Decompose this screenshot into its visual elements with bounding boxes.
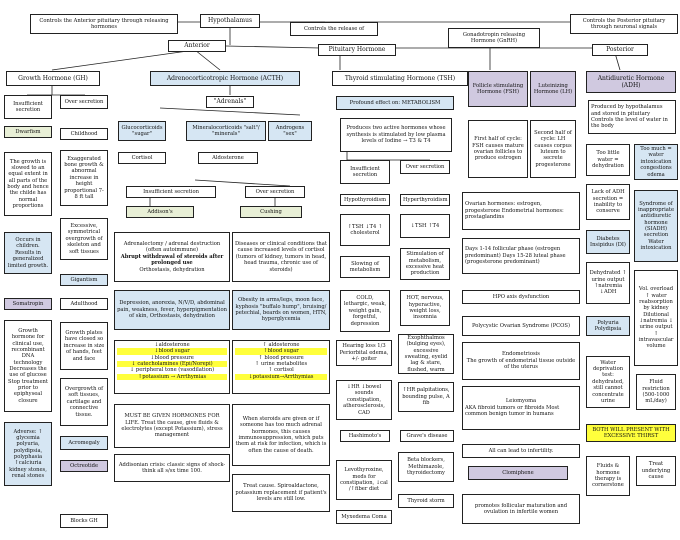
cushing-immunosuppression: When steroids are given or if someone has too much adrenal hormones, this causes immunosuppression, which puts them at risk for infection, which is often the cause of death.: [232, 404, 330, 466]
androgens: Androgens "sex": [268, 121, 312, 141]
hypothalamus-title: Hypothalamus: [200, 14, 260, 28]
adverse-effects: Adverse: ↑ glycemia polyuria, polydipsia, polyphasia ↑calciuria kidney stones, renal stones: [4, 422, 52, 486]
somatropin-desc: Growth hormone for clinical use, recombinant DNA technology Decreases the use of glucose Stop treatment prior to epiphyseal closure: [4, 320, 52, 412]
addisons-box: Addison's: [126, 206, 194, 218]
octreotide-box: Octreotide: [60, 460, 108, 472]
gnrh-box: Gonadotropin releasing Hormone (GnRH): [448, 28, 540, 48]
lack-adh: Lack of ADH secretion = inability to conserve: [586, 184, 630, 220]
metabolism-box: Profound effect on: METABOLISM: [336, 96, 454, 110]
fluids-hormone: Fluids & hormone therapy is cornerstone: [586, 456, 630, 496]
adh-title: Antidiuretic Hormone (ADH): [586, 71, 676, 93]
cushing-lab-4: ↑ cortisol: [268, 367, 294, 374]
diabetes-insipidus: Diabetes Insipidus (DI): [586, 230, 630, 254]
tsh-over: Over secretion: [400, 160, 450, 174]
cushing-lab-3: ↑ urine metabolites: [254, 361, 308, 368]
fsh-box: Follicle stimulating Hormone (FSH): [468, 71, 528, 107]
too-much-water: Too much = water intoxication congestions edema: [634, 144, 678, 180]
tsh-title: Thyroid stimulating Hormone (TSH): [332, 71, 468, 86]
growth-plates: Growth plates have closed so increase in size of hands, feet and face: [60, 322, 108, 370]
blocks-gh: Blocks GH: [60, 514, 108, 528]
acth-insufficient: Insufficient secretion: [126, 186, 216, 198]
siadh-labs: Vol. overload ↑ water reabsorption by kidney Dilutional ↓natremia ↓ urine output ↑ intravascular volume: [634, 270, 678, 366]
addison-treatment: MUST BE GIVEN HORMONES FOR LIFE. Treat the cause, give fluids & electrolytes (except Potassium), stress management: [114, 404, 230, 448]
addison-symptoms: Depression, anorexia, N/V/D, abdominal pain, weakness, fever, hyperpigmentation of skin, Orthostasis, dehydration: [114, 290, 230, 330]
adrenals-box: "Adrenals": [206, 96, 254, 108]
hypo-hr: ↓HR ↓bowel sounds constipation, atherosclerosis, CAD: [336, 380, 392, 420]
di-labs: Dehydrated ↑ urine output ↑natremia ↓ADH: [586, 262, 630, 304]
hyper-labs: ↓TSH ↑T4: [400, 214, 450, 238]
cortisol-box: Cortisol: [118, 152, 166, 164]
acth-title: Adrenocorticotropic Hormone (ACTH): [150, 71, 300, 86]
hearing-loss: Hearing loss 1/3 Periorbital edema, +/- goiter: [336, 340, 392, 366]
addison-labs: [114, 340, 230, 394]
lh-box: Luteinizing Hormone (LH): [530, 71, 576, 107]
thyroid-storm: Thyroid storm: [398, 494, 454, 508]
hypothyroidism: Hypothyroidism: [340, 194, 390, 206]
polyuria-polydipsia: Polyuria Polydipsia: [586, 316, 630, 336]
addison-lab-2: ↓blood pressure: [150, 354, 194, 361]
addison-cause: Adrenalectomy / adrenal destruction (often autoimmune) Abrupt withdrawal of steroids after prolonged use Orthostasis, dehydration: [114, 232, 230, 282]
mineralocorticoids: Mineralocorticoids "salt"/ "minerals": [186, 121, 266, 141]
acromegaly-box: Acromegaly: [60, 436, 108, 450]
gh-insufficient: Insufficient secretion: [4, 95, 52, 119]
siadh-box: Syndrome of inappropriate antidiuretic hormone (SIADH) secretion Water intoxication: [634, 190, 678, 262]
cushing-cause: Diseases or clinical conditions that cause increased levels of cortisol (tumors of kidney, tumors in head, head trauma, chronic use of steroids): [232, 232, 330, 282]
aldosterone-box: Aldosterone: [198, 152, 258, 164]
hypo-labs: ↑TSH ↓T4 ↑ cholesterol: [340, 214, 390, 246]
gh-over: Over secretion: [60, 95, 108, 109]
clomiphene-box: Clomiphene: [468, 466, 568, 480]
stimulation-metabolism: Stimulation of metabolism, excessive heat production: [400, 248, 450, 280]
water-deprivation: Water deprivation test: dehydrated, still cannot concentrate urine: [586, 356, 630, 408]
endometriosis-box: [462, 342, 580, 380]
acth-over: Over secretion: [245, 186, 305, 198]
lh-desc: Second half of cycle: LH causes corpus luteum to secrete progesterone: [530, 120, 576, 178]
pituitary-box: Pituitary Hormone: [318, 44, 396, 56]
cushing-treatment: Treat cause. Spiroaldactone, potassium replacement if patient's levels are still low.: [232, 474, 330, 512]
occurs-children: Occurs in children. Results in generalized limited growth.: [4, 232, 52, 274]
endo-desc: The growth of endometrial tissue outside of the uterus: [466, 357, 576, 371]
addison-lab-3: ↓ catecholamines (Epi/Norepi): [117, 361, 227, 367]
gh-title: Growth Hormone (GH): [6, 71, 100, 86]
addison-lab-5: ↑potassium → Arrthymias: [117, 374, 227, 380]
hypo-symptoms: COLD, lethargic, weak, weight gain, forgetful, depression: [340, 290, 390, 332]
beta-blockers: Beta blockers, Methimazole, thyroidectomy: [398, 452, 454, 482]
posterior-note: Controls the Posterior pituitary through neuronal signals: [570, 14, 678, 34]
glucocorticoids: Glucocorticoids "sugar": [118, 121, 166, 141]
pcos-box: Polycystic Ovarian Syndrome (PCOS): [462, 316, 580, 336]
cushing-lab-2: ↑ blood pressure: [258, 354, 304, 361]
addison-lab-4: ↓ peripheral tone (vasodilation): [129, 367, 215, 374]
cushing-symptoms: Obesity in arms/legs, moon face, kyphosis "buffalo hump", bruising/ petechial, beards on women, HTN, hyperglycemia: [232, 290, 330, 330]
somatropin-box: Somatropin: [4, 298, 52, 310]
addison-lab-0: ↓aldosterone: [154, 342, 190, 348]
tsh-insufficient: Insufficient secretion: [340, 160, 390, 184]
leio-desc: AKA fibroid tumors or fibroids Most common benign tumor in humans: [465, 404, 560, 418]
fluid-restriction: Fluid restriction (500-1000 mL/day): [636, 374, 676, 410]
too-little-water: Too little water = dehydration: [586, 144, 630, 176]
fsh-desc: First half of cycle: FSH causes mature ovarian follicles to produce estrogen: [468, 120, 528, 178]
hyper-symptoms: HOT, nervous, hyperactive, weight loss, insomnia: [400, 290, 450, 326]
addisonian-crisis: Addisonian crisis: classic signs of shock- think all s/sx time 100.: [114, 454, 230, 482]
dwarfism-desc: The growth is slowed to an equal extent in all parts of the body and hence the childe has normal proportions: [4, 152, 52, 216]
leio-title: Leiomyoma: [505, 398, 537, 405]
levothyroxine: Levothyroxine, meds for constipation, ↓cal /↑fiber diet: [336, 460, 392, 500]
cushing-box: Cushing: [240, 206, 302, 218]
anterior-box: Anterior: [168, 40, 226, 52]
cushing-lab-5: ↓potassium→Arrthymias: [235, 374, 327, 380]
dwarfism-box: Dwarfism: [4, 126, 52, 138]
cushing-labs: [232, 340, 330, 394]
clomiphene-desc: promotes follicular maturation and ovulation in infertile women: [462, 494, 580, 524]
posterior-box: Posterior: [592, 44, 648, 56]
cushing-lab-0: ↑ aldosterone: [262, 342, 300, 348]
treat-underlying: Treat underlying cause: [636, 456, 676, 486]
childhood-box: Childhood: [60, 128, 108, 140]
cushing-lab-1: ↑blood sugar: [235, 348, 327, 354]
excessive-overgrowth: Excessive, symmetrical overgrowth of skeleton and soft tissues: [60, 218, 108, 260]
adh-produced: Produced by hypothalamus and stored in pituitary Controls the level of water in the body: [588, 100, 676, 134]
myxedema-coma: Myxedema Coma: [336, 510, 392, 524]
endo-title: Endometriosis: [502, 351, 540, 358]
hyperthyroidism: Hyperthyroidism: [400, 194, 450, 206]
hpo-axis: HPO axis dysfunction: [462, 290, 580, 304]
soft-tissue-overgrowth: Overgrowth of soft tissues, cartilage and connective tissue.: [60, 378, 108, 426]
infertility-box: All can lead to infertility.: [462, 444, 580, 458]
adulthood-box: Adulthood: [60, 298, 108, 310]
graves-disease: Grave's disease: [400, 430, 454, 442]
produces-t3-t4: Produces two active hormones whose synthesis is stimulated by low plasma levels of Iodine → T3 & T4: [340, 118, 452, 152]
hashimotos: Hashimoto's: [340, 430, 390, 442]
leiomyoma-box: [462, 386, 580, 430]
excessive-thirst: BOTH WILL PRESENT WITH EXCESSIVE THIRST: [586, 424, 676, 442]
cycle-days: Days 1-14 follicular phase (estrogen predominant) Days 15-28 luteal phase (progesterone predominant): [462, 238, 580, 274]
release-note: Controls the release of: [290, 22, 378, 36]
addison-lab-1: ↓blood sugar: [117, 348, 227, 354]
ovarian-hormones: Ovarian hormones: estrogen, progesterone Endometrial hormones: prostaglandins: [462, 192, 580, 230]
exophthalmos: Exophthalmos (bulging eyes), excessive sweating, eyelid lag & stare, flushed, warm: [398, 334, 454, 374]
slowing-metabolism: Slowing of metabolism: [340, 256, 390, 278]
hyper-hr: ↑HR palpitations, bounding pulse, A fib: [398, 382, 454, 412]
gigantism-box: Gigantism: [60, 274, 108, 286]
anterior-note: Controls the Anterior pituitary through releasing hormones: [30, 14, 178, 34]
exaggerated-growth: Exaggerated bone growth & abnormal increase in height proportional 7-8 ft tall: [60, 150, 108, 206]
